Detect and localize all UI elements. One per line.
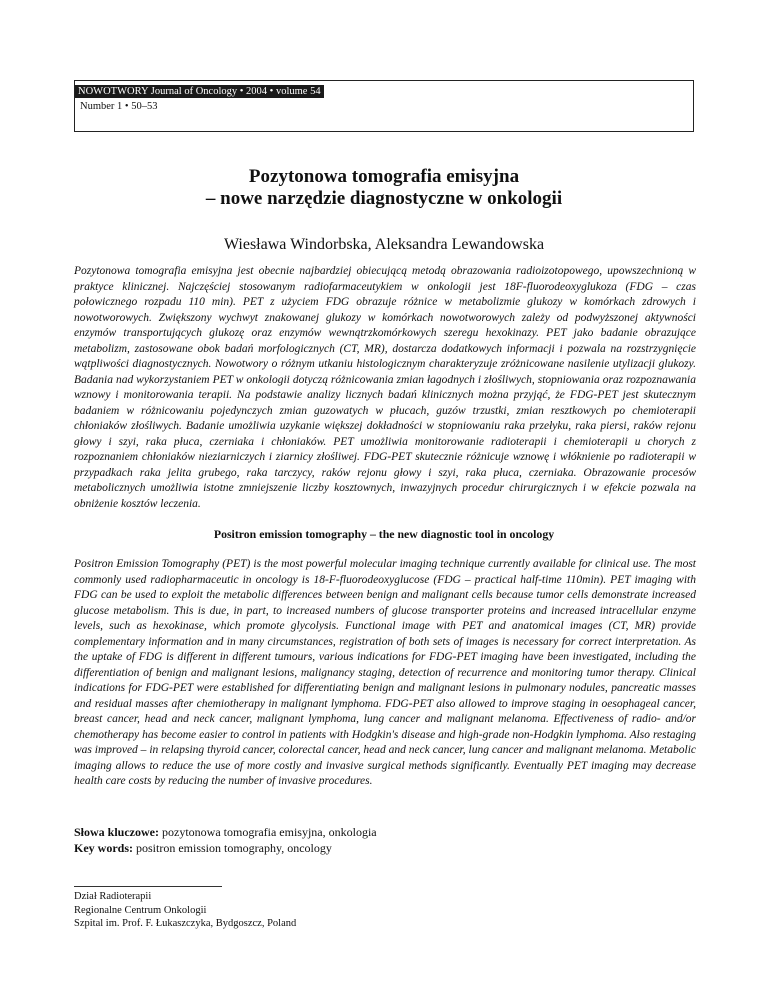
article-title-line2: – nowe narzędzie diagnostyczne w onkologii [205,188,563,209]
affiliation-line3: Szpital im. Prof. F. Łukaszczyka, Bydgoszcz, Poland [74,918,297,929]
article-title [0,166,768,210]
journal-issue: Number 1 • 50–53 [80,101,158,112]
keywords-english-label: Key words: [74,841,133,855]
keywords-polish-label: Słowa kluczowe: [74,825,159,839]
footnote-divider [74,886,222,887]
journal-banner: NOWOTWORY Journal of Oncology • 2004 • volume 54 [75,85,324,98]
abstract-english: Positron Emission Tomography (PET) is the most powerful molecular imaging technique currently available for clinical use. The most commonly used radiopharmaceutic in oncology is 18-F-fluorodeoxyglucose (FDG – practical half-time 110min). PET imaging with FDG can be used to exploit the metabolic differences between benign and malignant cells because tumor cells demonstrate increased glucose metabolism. This is due, in part, to increased numbers of glucose transporter proteins and increased intracellular enzyme levels, such as hexokinase, which promote glycolysis. Functional image with PET and anatomical images (CT, MR) provide complementary information and in many circumstances, registration of both sets of images is necessary for correct interpretation. As the uptake of FDG is different in different tumours, various indications for FDG-PET imaging have been investigated, including the differentiation of benign and malignant lesions, malignancy staging, detection of recurrence and monitoring tumor therapy. Clinical indications for FDG-PET were established for differentiating benign and malignant lesions in pulmonary nodules, pancreatic masses and residual masses after chemiotherapy in malignant lymphoma. FDG-PET also allowed to improve staging in oesophageal cancer, breast cancer, head and neck cancer, malignant lymphoma, lung cancer and malignant melanoma. Effectiveness of radio- and/or chemotherapy has become easier to control in patients with Hodgkin's disease and high-grade non-Hodgkin lymphoma. Also restaging was improved – in relapsing thyroid cancer, colorectal cancer, head and neck cancer, lung cancer and malignant melanoma. Metabolic imaging allows to reduce the use of more costly and invasive surgical methods significantly. Eventually PET imaging may decrease health care costs by reducing the number of invasive procedures. [74,558,696,787]
keywords-polish-value: pozytonowa tomografia emisyjna, onkologia [162,825,377,839]
affiliation-line2: Regionalne Centrum Onkologii [74,904,207,916]
keywords-polish [74,824,377,840]
keywords-english [74,840,332,856]
article-authors: Wiesława Windorbska, Aleksandra Lewandowska [223,236,545,253]
affiliation-line1: Dział Radioterapii [74,891,152,902]
abstract-polish: Pozytonowa tomografia emisyjna jest obecnie najbardziej obiecującą metodą obrazowania radioizotopowego, upowszechnioną w praktyce klinicznej. Najczęściej stosowanym radiofarmaceutykiem w onkologii jest 18F-fluorodeoxyglukoza (FDG – czas połowicznego rozpadu 110 min). PET z użyciem FDG obrazuje różnice w metabolizmie glukozy w komórkach zdrowych i nowotworowych. Zwiększony wychwyt znakowanej glukozy w komórkach nowotworowych zależy od podwyższonej aktywności enzymów transportujących glukozę oraz enzymów wewnątrzkomórkowych szeregu hexokinazy. PET jako badanie obrazujące metabolizm, zastosowane obok badań morfologicznych (CT, MR), dostarcza dodatkowych informacji i pozwala na rozstrzygnięcie wątpliwości diagnostycznych. Nowotwory o różnym utkaniu histologicznym charakteryzuje zróżnicowane nasilenie utylizacji glukozy. Badania nad wykorzystaniem PET w onkologii dotyczą różnicowania zmian łagodnych i złośliwych, stopniowania oraz rozpoznawania wznowy i monitorowania terapii. Na podstawie analizy licznych badań klinicznych można przyjąć, że FDG-PET jest skutecznym badaniem w różnicowaniu pojedynczych zmian guzowatych w płucach, guzów trzustki, zmian resztkowych po chemioterapii chłoniaków złośliwych. Badanie umożliwia uzykanie większej dokładności w stopniowaniu raka przełyku, raka piersi, raków rejonu głowy i szyi, raka płuca, czerniaka i chłoniaków. PET umożliwia monitorowanie radioterapii i chemioterapii u chorych z rozpoznaniem chłoniaków nieziarniczych i ziarnicy złośliwej. FDG-PET skutecznie różnicuje wznowę i włóknienie po radioterapii w przypadkach raka jelita grubego, raka tarczycy, raków rejonu głowy i szyi, raka płuca, czerniaka. Obrazowanie procesów metabolicznych umożliwia istotne zmniejszenie liczby kosztownych, inwazyjnych procedur chirurgicznych i w efekcie pozwala na obniżenie kosztów leczenia. [74,265,696,510]
keywords-english-value: positron emission tomography, oncology [136,841,332,855]
english-title-heading: Positron emission tomography – the new diagnostic tool in oncology [213,527,555,541]
author-affiliation [74,890,296,931]
journal-header-box [74,80,694,132]
article-title-line1: Pozytonowa tomografia emisyjna [248,166,520,187]
